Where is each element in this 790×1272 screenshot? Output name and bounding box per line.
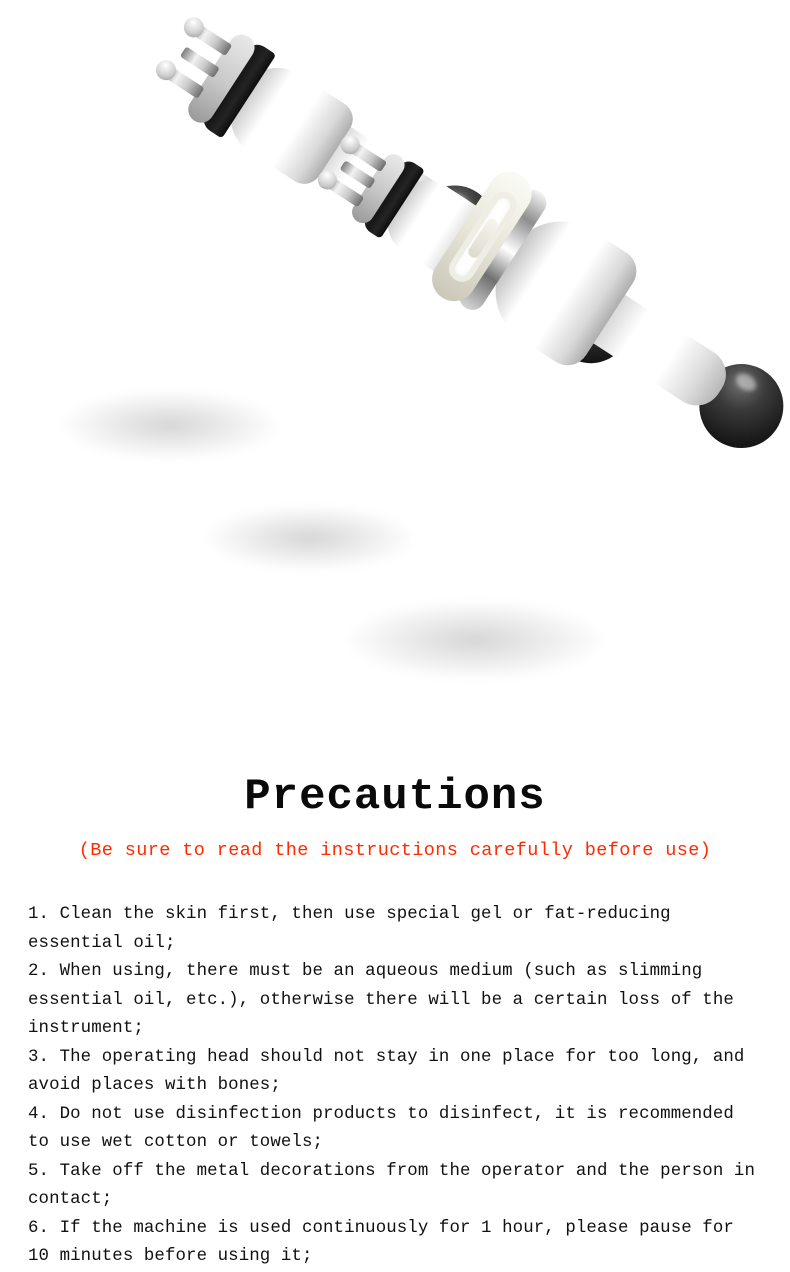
list-item: 4. Do not use disinfection products to disinfect, it is recommended to use wet cotton or towels;	[28, 1104, 745, 1152]
list-item: 3. The operating head should not stay in one place for too long, and avoid places with bones;	[28, 1047, 755, 1095]
list-item: 2. When using, there must be an aqueous medium (such as slimming essential oil, etc.), otherwise there will be a certain loss of the instrument;	[28, 962, 745, 1038]
precautions-list	[28, 901, 766, 1272]
list-item: 6. If the machine is used continuously for 1 hour, please pause for 10 minutes before using it;	[28, 1218, 745, 1266]
page-title: Precautions	[244, 772, 546, 822]
list-item: 1. Clean the skin first, then use special gel or fat-reducing essential oil;	[28, 905, 682, 953]
precautions-section	[0, 740, 790, 1272]
list-item: 5. Take off the metal decorations from the operator and the person in contact;	[28, 1161, 766, 1209]
page-subtitle: (Be sure to read the instructions carefully before use)	[78, 840, 712, 861]
electrode-pin	[180, 46, 220, 78]
